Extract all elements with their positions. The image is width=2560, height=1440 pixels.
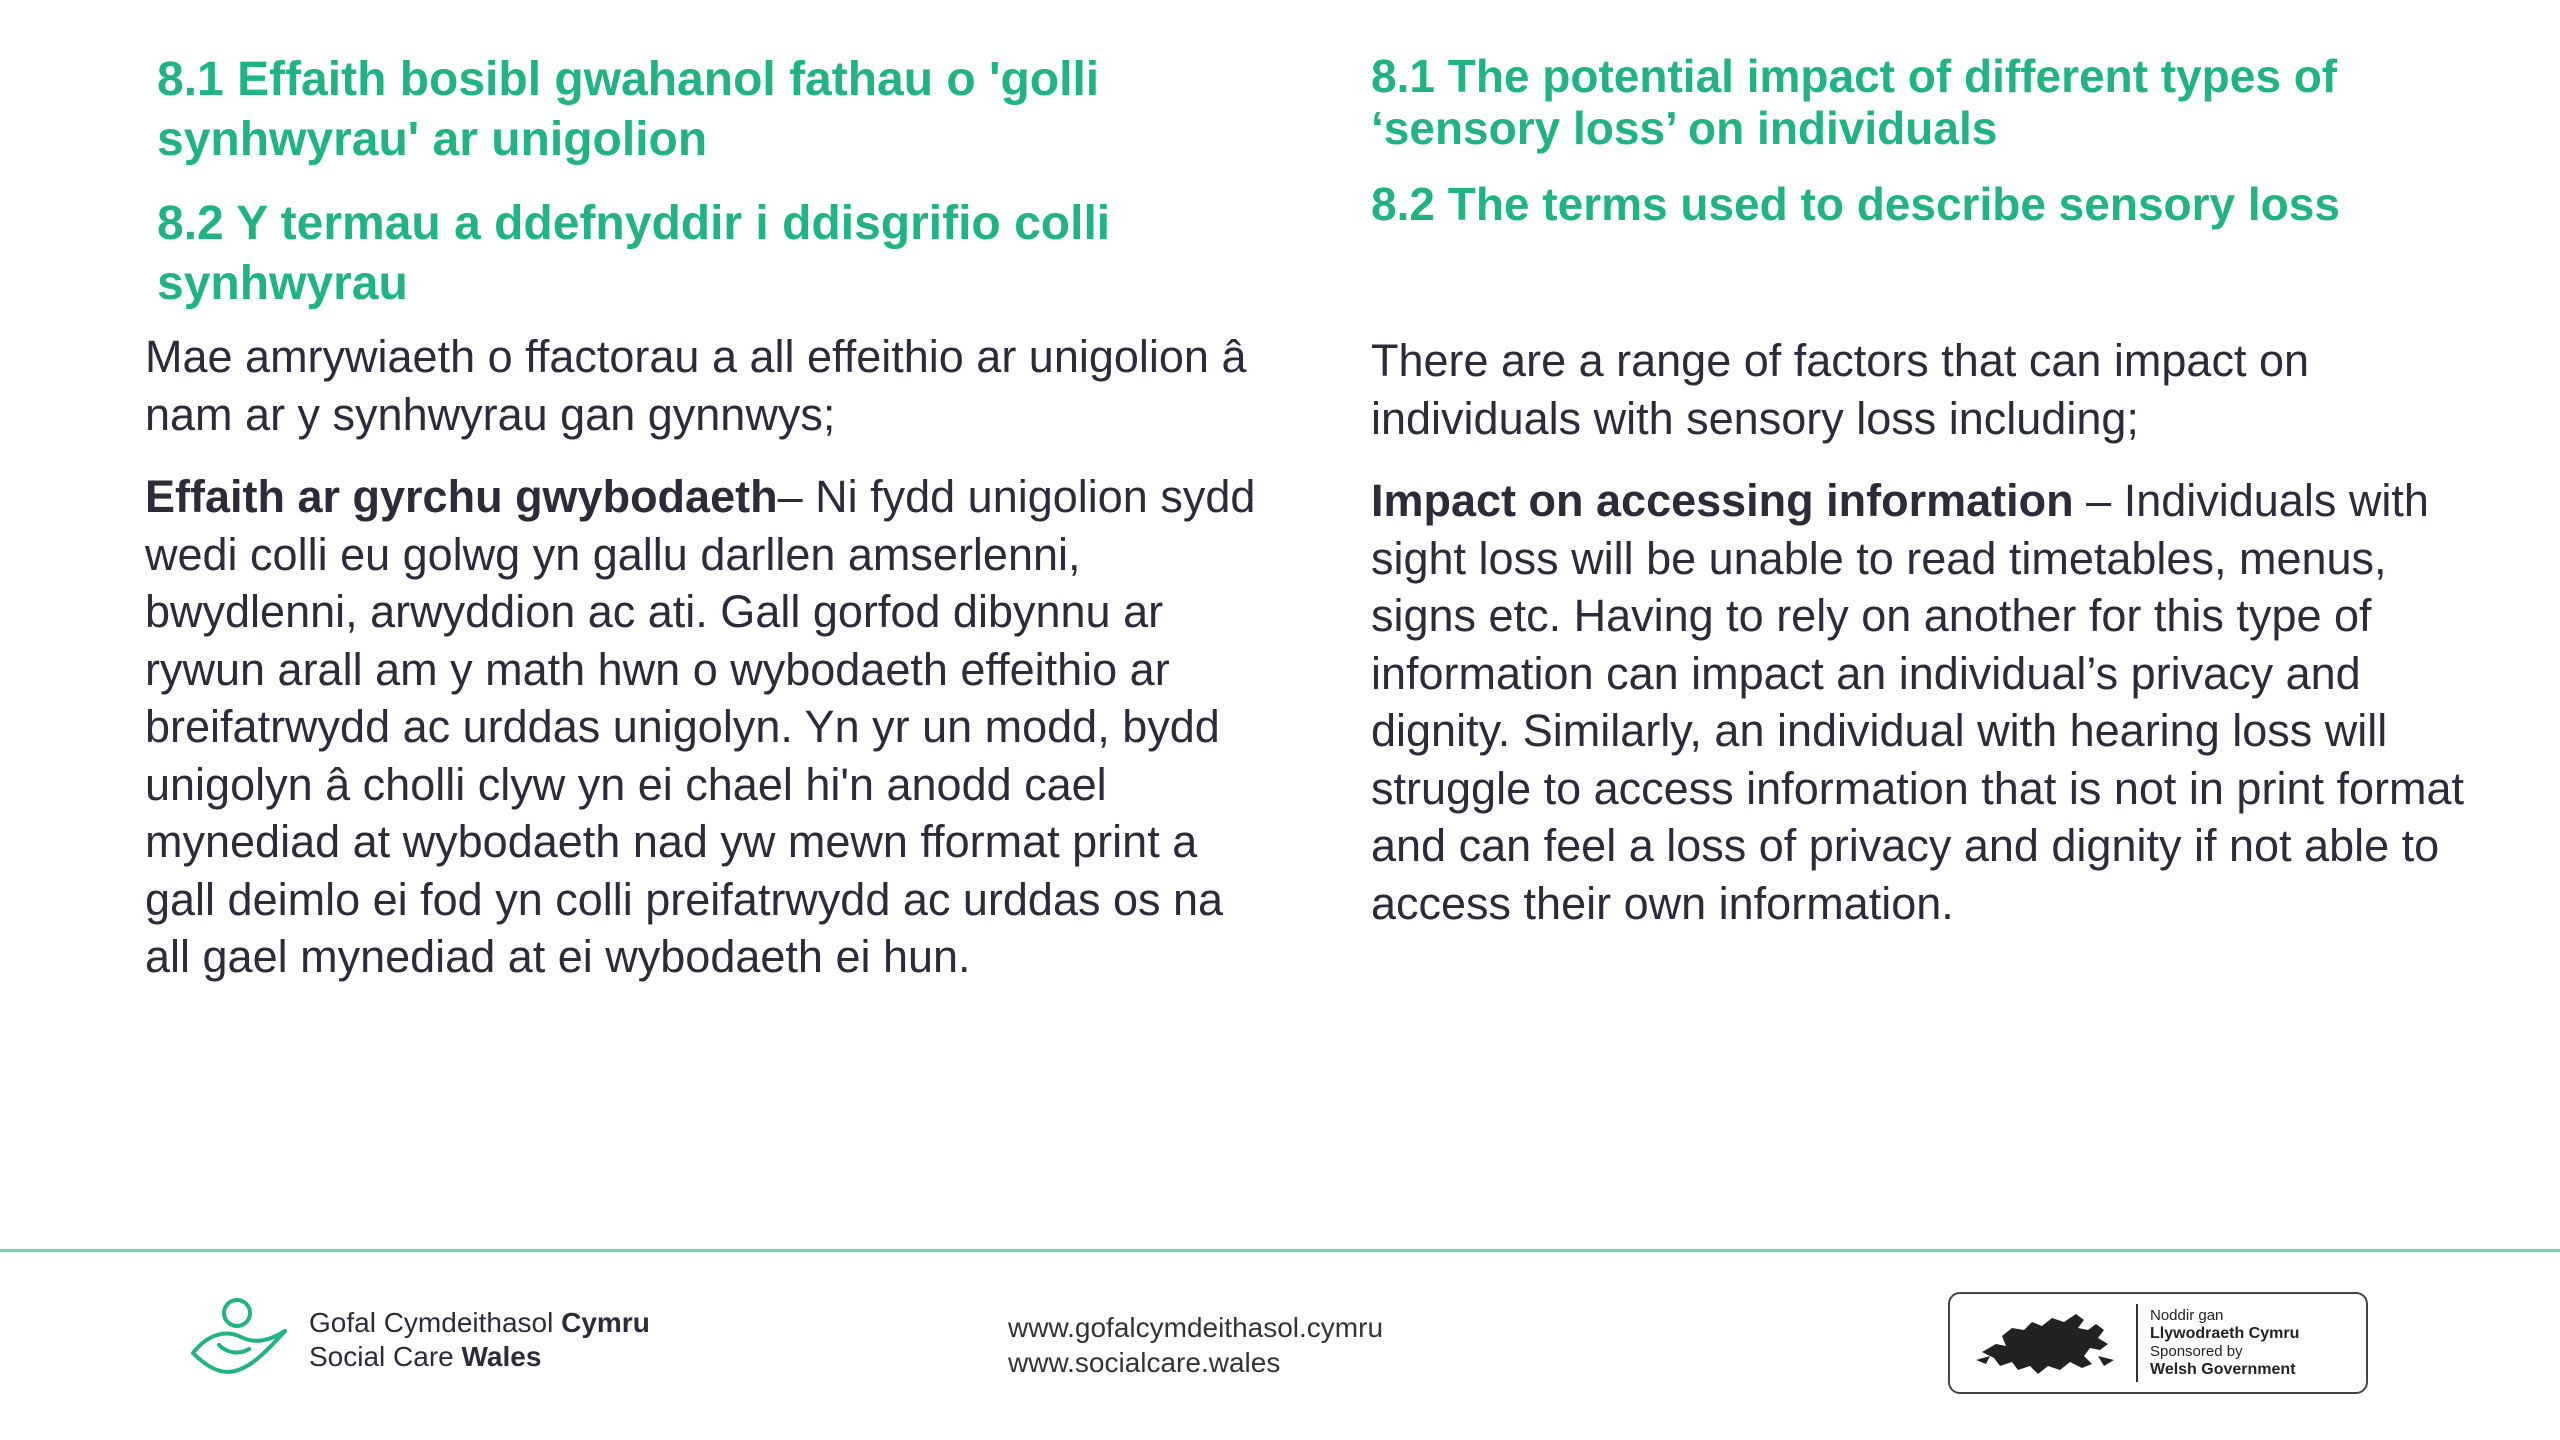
welsh-dragon-icon <box>1972 1300 2122 1386</box>
english-body-paragraph <box>1371 472 2501 932</box>
welsh-column <box>145 50 1265 986</box>
english-heading-8-2: 8.2 The terms used to describe sensory loss <box>1371 178 2340 230</box>
logo-line-english: Social Care Wales <box>309 1341 542 1372</box>
english-column <box>1371 50 2501 932</box>
welsh-heading-8-1: 8.1 Effaith bosibl gwahanol fathau o 'golli synhwyrau' ar unigolion <box>157 53 1100 166</box>
social-care-wales-logo <box>185 1295 650 1385</box>
url-english-link[interactable]: www.socialcare.wales <box>1008 1347 1281 1378</box>
english-heading-8-1: 8.1 The potential impact of different types of ‘sensory loss’ on individuals <box>1371 50 2338 154</box>
welsh-body-bold: Effaith ar gyrchu gwybodaeth <box>145 471 778 522</box>
sponsor-text: Noddir gan Llywodraeth Cymru Sponsored by Welsh Government <box>2150 1307 2300 1378</box>
footer-divider <box>0 1249 2560 1252</box>
english-intro-paragraph: There are a range of factors that can impact on individuals with sensory loss including; <box>1371 335 2310 444</box>
welsh-body-text: – Ni fydd unigolion sydd wedi colli eu golwg yn gallu darllen amserlenni, bwydlenni, arwyddion ac ati. Gall gorfod dibynnu ar rywun arall am y math hwn o wybodaeth effeithio ar breifatrwydd ac urddas unigolyn. Yn yr un modd, bydd unigolyn â cholli clyw yn ei chael hi'n anodd cael mynediad at wybodaeth nad yw mewn fformat print a gall deimlo ei fod yn colli preifatrwydd ac urddas os na all gael mynediad at ei wybodaeth ei hun. <box>145 471 1256 982</box>
sponsor-separator <box>2136 1304 2138 1382</box>
welsh-government-sponsor-badge <box>1948 1292 2368 1394</box>
english-body-bold: Impact on accessing information <box>1371 475 2074 526</box>
welsh-heading-8-2: 8.2 Y termau a ddefnyddir i ddisgrifio colli synhwyrau <box>157 197 1111 310</box>
welsh-intro-paragraph: Mae amrywiaeth o ffactorau a all effeithio ar unigolion â nam ar y synhwyrau gan gynnwys; <box>145 331 1247 440</box>
footer-urls <box>1008 1310 1383 1380</box>
welsh-body-paragraph <box>145 468 1265 986</box>
logo-line-welsh: Gofal Cymdeithasol Cymru <box>309 1307 650 1338</box>
social-care-wales-logo-icon <box>185 1295 295 1385</box>
logo-wordmark <box>309 1306 650 1374</box>
english-body-text: – Individuals with sight loss will be unable to read timetables, menus, signs etc. Having to rely on another for this type of information can impact an individual’s privacy and dignity. Similarly, an individual with hearing loss will struggle to access information that is not in print format and can feel a loss of privacy and dignity if not able to access their own information. <box>1371 475 2465 929</box>
url-welsh-link[interactable]: www.gofalcymdeithasol.cymru <box>1008 1312 1384 1343</box>
